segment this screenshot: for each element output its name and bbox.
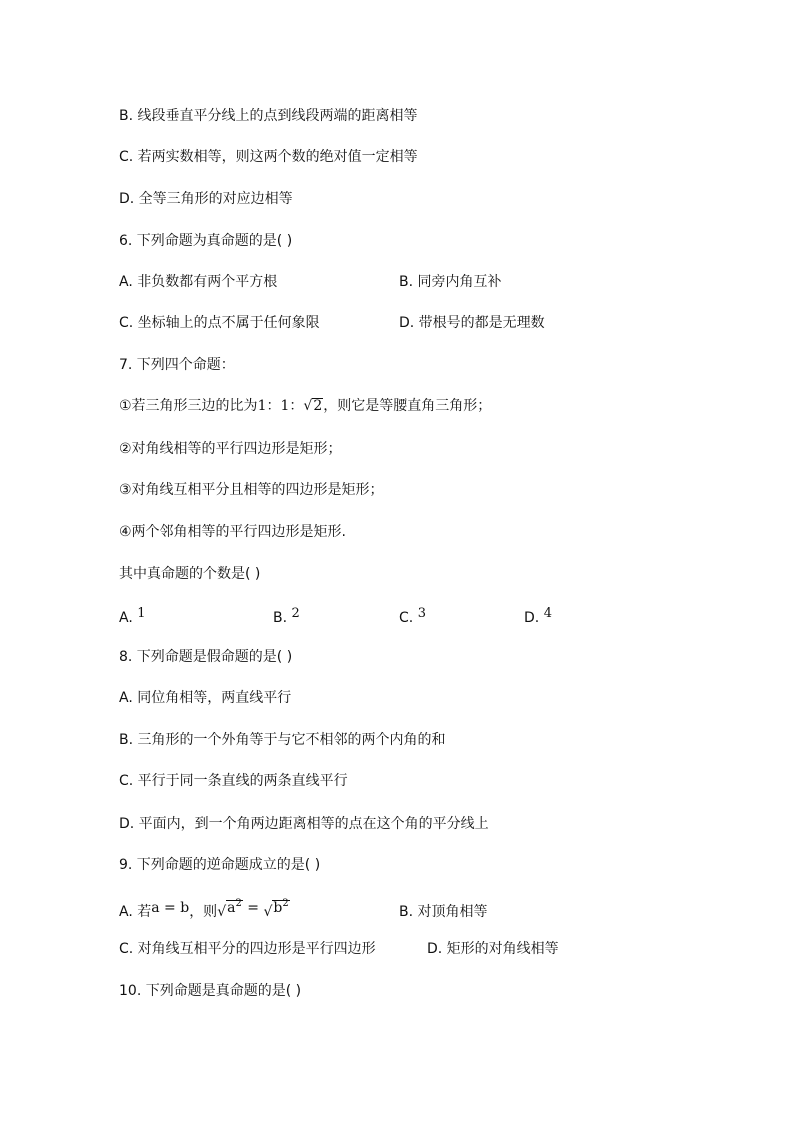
q7-option-a bbox=[119, 608, 146, 629]
q7-option-b-label: B. bbox=[273, 610, 288, 626]
q9-option-a-label: A. 若 bbox=[119, 904, 152, 920]
q6-option-a: A. 非负数都有两个平方根 bbox=[119, 274, 278, 290]
q7-question: 其中真命题的个数是( ) bbox=[119, 566, 261, 582]
q9-option-a-equals: = bbox=[242, 900, 264, 916]
q7-option-d bbox=[524, 608, 552, 629]
q8-option-d: D. 平面内，到一个角两边距离相等的点在这个角的平分线上 bbox=[119, 816, 489, 832]
q7-item-1-ratio-b: 1 bbox=[280, 398, 290, 414]
q10-stem: 10. 下列命题是真命题的是( ) bbox=[119, 983, 302, 999]
q6-option-b: B. 同旁内角互补 bbox=[399, 274, 502, 290]
q7-option-c-label: C. bbox=[399, 610, 414, 626]
q9-option-a-sqrt-sign-1: √ bbox=[217, 904, 227, 920]
q9-option-a-exp-1: 2 bbox=[235, 898, 242, 909]
q9-option-c: C. 对角线互相平分的四边形是平行四边形 bbox=[119, 941, 376, 957]
q5-option-c: C. 若两实数相等，则这两个数的绝对值一定相等 bbox=[119, 149, 418, 165]
q7-item-3: ③对角线互相平分且相等的四边形是矩形； bbox=[119, 482, 384, 498]
q9-option-a-sqrt-sign-2: √ bbox=[263, 904, 273, 920]
q7-option-b bbox=[273, 608, 300, 629]
q9-option-a-equation: a = b bbox=[151, 900, 190, 916]
q5-option-d: D. 全等三角形的对应边相等 bbox=[119, 191, 293, 207]
q8-option-c: C. 平行于同一条直线的两条直线平行 bbox=[119, 773, 348, 789]
q7-item-2: ②对角线相等的平行四边形是矩形； bbox=[119, 441, 342, 457]
q7-option-d-label: D. bbox=[524, 610, 540, 626]
q7-option-b-value: 2 bbox=[291, 606, 300, 621]
q7-option-c-value: 3 bbox=[417, 606, 426, 621]
q7-item-1-sqrt-value: 2 bbox=[313, 398, 323, 414]
q6-stem: 6. 下列命题为真命题的是( ) bbox=[119, 233, 293, 249]
q9-option-a bbox=[119, 898, 290, 922]
q5-option-b: B. 线段垂直平分线上的点到线段两端的距离相等 bbox=[119, 108, 418, 124]
q8-option-a: A. 同位角相等，两直线平行 bbox=[119, 690, 292, 706]
q7-item-1-prefix: ①若三角形三边的比为 bbox=[119, 398, 258, 414]
q9-option-a-base-1: a bbox=[227, 900, 236, 916]
q7-option-c bbox=[399, 608, 426, 629]
q7-item-1-sqrt-sign: √ bbox=[303, 398, 313, 414]
q9-option-a-mid: ，则 bbox=[189, 904, 218, 920]
q8-option-b: B. 三角形的一个外角等于与它不相邻的两个内角的和 bbox=[119, 732, 446, 748]
q7-item-1-suffix: ，则它是等腰直角三角形； bbox=[323, 398, 492, 414]
q7-item-1-ratio-a: 1 bbox=[257, 398, 267, 414]
q9-option-b: B. 对顶角相等 bbox=[399, 904, 488, 920]
q7-option-d-value: 4 bbox=[543, 606, 552, 621]
q7-item-4: ④两个邻角相等的平行四边形是矩形. bbox=[119, 524, 347, 540]
q7-item-1-colon-2: ： bbox=[289, 398, 304, 414]
q7-option-a-label: A. bbox=[119, 610, 133, 626]
q9-option-a-base-2: b bbox=[273, 900, 283, 916]
q8-stem: 8. 下列命题是假命题的是( ) bbox=[119, 649, 293, 665]
q6-option-d: D. 带根号的都是无理数 bbox=[399, 315, 545, 331]
q9-stem: 9. 下列命题的逆命题成立的是( ) bbox=[119, 857, 321, 873]
q9-option-d: D. 矩形的对角线相等 bbox=[427, 941, 559, 957]
q7-stem: 7. 下列四个命题： bbox=[119, 357, 235, 373]
q7-item-1-colon-1: ： bbox=[266, 398, 281, 414]
q9-option-a-exp-2: 2 bbox=[282, 898, 289, 909]
q7-item-1 bbox=[119, 396, 491, 416]
q6-option-c: C. 坐标轴上的点不属于任何象限 bbox=[119, 315, 320, 331]
q7-option-a-value: 1 bbox=[137, 606, 146, 621]
